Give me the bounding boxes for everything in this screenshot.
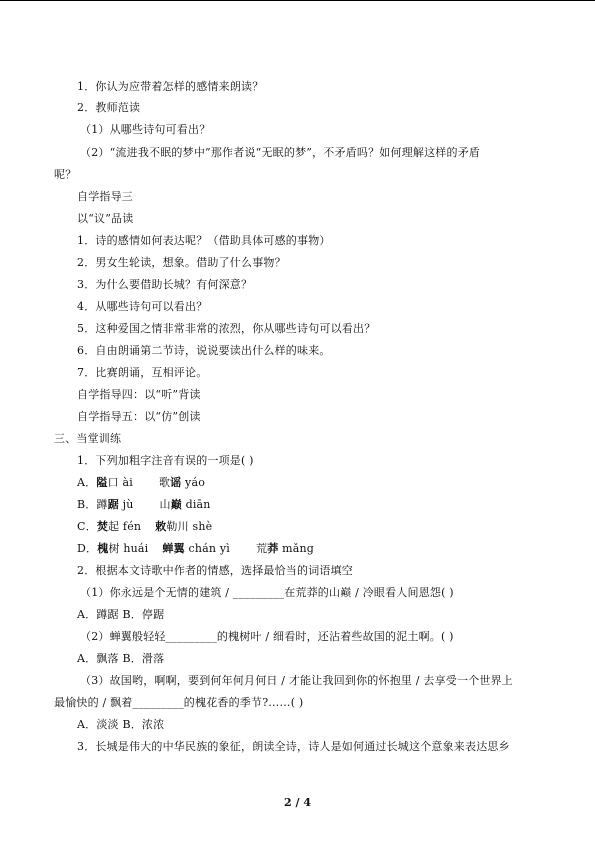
question-line: 呢？ — [54, 168, 77, 181]
question-line: 3．为什么要借助长城？有何深意？ — [77, 278, 253, 291]
section-heading: 自学指导三 — [77, 190, 133, 203]
section-heading: 自学指导四：以“听”背读 — [77, 388, 201, 401]
section-heading: 三、当堂训练 — [54, 432, 122, 445]
option-d: D．槐树 huái 蝉翼 chán yì 荒莽 mǎng — [77, 542, 315, 555]
question-line: 7．比赛朗诵，互相评论。 — [77, 366, 208, 379]
page-number: 2 / 4 — [284, 796, 311, 809]
question-line: 2．根据本文诗歌中作者的情感，选择最恰当的词语填空 — [77, 564, 353, 577]
question-line: 6．自由朗诵第二节诗，说说要读出什么样的味来。 — [77, 344, 331, 357]
question-line: （3）故国哟，啊啊，要到何年何月何日 / 才能让我回到你的怀抱里 / 去享受一个世界上 — [80, 674, 513, 687]
section-heading: 自学指导五：以“仿”创读 — [77, 410, 201, 423]
question-line: 4．从哪些诗句可以看出？ — [77, 300, 208, 313]
option-c: C．焚起 fén 敕勒川 shè — [77, 520, 213, 533]
section-heading: 以“议”品读 — [77, 212, 134, 225]
question-line: 1．你认为应带着怎样的感情来朗读？ — [77, 80, 264, 93]
option-a: A．隘口 ài 歌谣 yáo — [77, 476, 206, 489]
question-line: 1．诗的感情如何表达呢？（借助具体可感的事物） — [77, 234, 331, 247]
question-line: 5．这种爱国之情非常非常的浓烈，你从哪些诗句可以看出？ — [77, 322, 376, 335]
answer-choices: A．蹲踞 B．停踞 — [77, 608, 165, 621]
question-line: 2．教师范读 — [77, 101, 141, 114]
question-line: 2．男女生轮读，想象。借助了什么事物？ — [77, 256, 286, 269]
answer-choices: A．淡淡 B．浓浓 — [77, 718, 165, 731]
question-line: 最愉快的 / 飘着_________的槐花香的季节?……( ) — [54, 696, 304, 709]
question-line: （1）你永远是个无情的建筑 / _________在荒莽的山巅 / 冷眼看人间恩怨( ) — [80, 586, 454, 599]
page-top-border — [0, 0, 595, 1]
question-line: （2）“流进我不眠的梦中”那作者说“无眠的梦”，不矛盾吗？如何理解这样的矛盾 — [80, 146, 481, 159]
answer-choices: A．飘落 B．滑落 — [77, 652, 165, 665]
option-b: B．蹲踞 jù 山巅 diān — [77, 498, 211, 511]
question-line: （1）从哪些诗句可看出？ — [80, 123, 211, 136]
question-line: 1．下列加粗字注音有误的一项是( ) — [77, 454, 254, 467]
question-line: （2）蝉翼般轻轻_________的槐树叶 / 细看时，还沾着些故国的泥土啊。( ) — [80, 630, 454, 643]
question-line: 3．长城是伟大的中华民族的象征，朗读全诗，诗人是如何通过长城这个意象来表达思乡 — [77, 740, 510, 753]
